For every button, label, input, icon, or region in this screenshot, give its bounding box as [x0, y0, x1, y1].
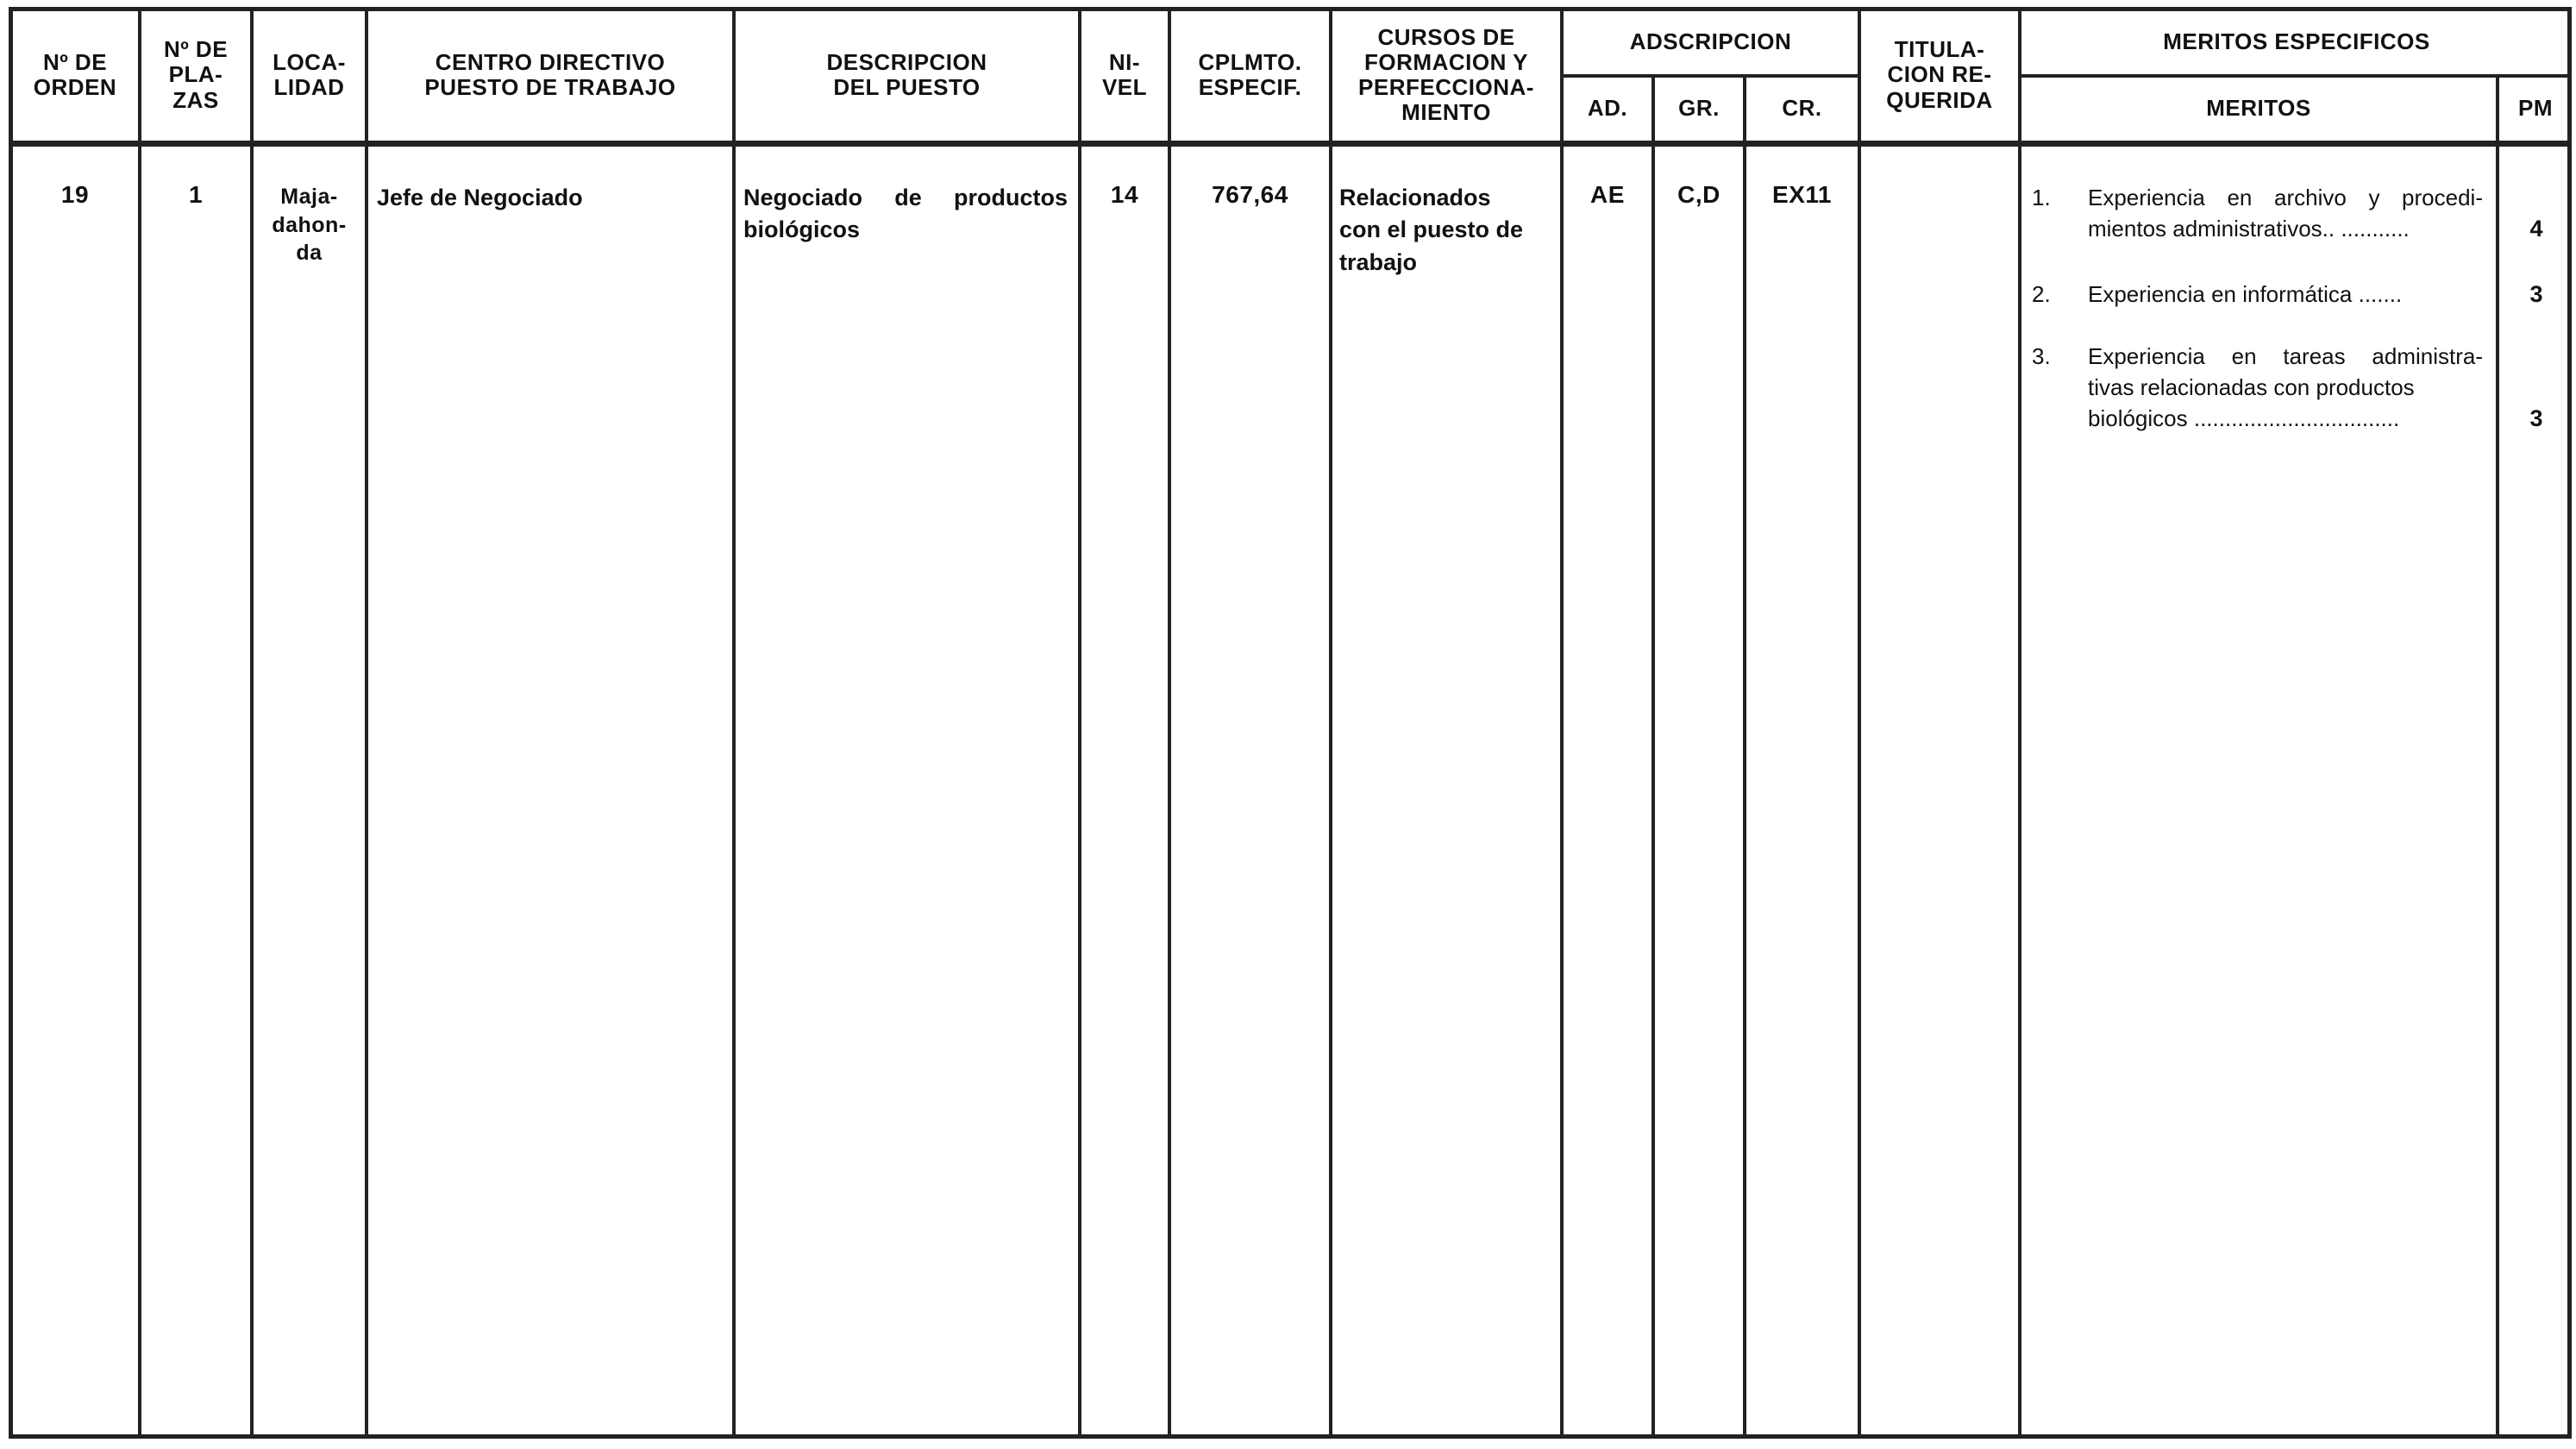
merito-line: biológicos .................................: [2088, 405, 2400, 431]
header-descripcion: DESCRIPCION DEL PUESTO: [826, 48, 987, 100]
cell-ad: AE: [1590, 181, 1625, 208]
cell-gr: C,D: [1677, 181, 1720, 208]
header-meritos: MERITOS: [2206, 95, 2311, 122]
header-titulacion: TITULA- CION RE- QUERIDA: [1886, 36, 1993, 113]
header-orden: Nº DE ORDEN: [33, 48, 117, 100]
column-divider: [365, 7, 368, 1439]
merito-line: Experiencia en tareas administra-: [2088, 343, 2483, 369]
header-ad: AD.: [1587, 95, 1628, 122]
column-divider: [2018, 7, 2021, 1439]
merito-number: 2.: [2032, 281, 2051, 307]
cell-plazas: 1: [188, 181, 204, 208]
merito-line: Experiencia en archivo y procedi-: [2088, 185, 2483, 210]
header-cr: CR.: [1782, 95, 1822, 122]
merito-pm: 3: [2529, 281, 2543, 307]
column-divider: [732, 7, 736, 1439]
cell-orden: 19: [60, 181, 90, 208]
header-meritos-especificos: MERITOS ESPECIFICOS: [2163, 28, 2430, 55]
header-gr: GR.: [1678, 95, 1720, 122]
merito-line: mientos administrativos.. ...........: [2088, 216, 2410, 242]
header-cursos: CURSOS DE FORMACION Y PERFECCIONA- MIENTO: [1358, 23, 1534, 126]
merito-pm: 4: [2529, 216, 2543, 242]
header-localidad: LOCA- LIDAD: [273, 48, 346, 100]
header-centro-directivo: CENTRO DIRECTIVO PUESTO DE TRABAJO: [424, 48, 676, 100]
header-bottom-rule: [9, 141, 2572, 147]
header-pm: PM: [2518, 95, 2553, 122]
column-divider: [1329, 7, 1332, 1439]
column-divider: [1743, 74, 1746, 1439]
merito-number: 1.: [2032, 185, 2051, 210]
header-nivel: NI- VEL: [1101, 48, 1148, 100]
cell-titulacion: [1861, 181, 2018, 233]
merito-number: 3.: [2032, 343, 2051, 369]
header-plazas: Nº DE PLA- ZAS: [163, 36, 229, 113]
header-adscripcion: ADSCRIPCION: [1629, 28, 1792, 55]
cell-localidad: Maja- dahon- da: [272, 185, 347, 265]
cell-descripcion-line2: biológicos: [743, 216, 860, 242]
column-divider: [1652, 74, 1655, 1439]
cell-nivel: 14: [1110, 181, 1139, 208]
cell-cursos: Relacionados con el puesto de trabajo: [1339, 185, 1524, 275]
header-cplmto: CPLMTO. ESPECIF.: [1198, 48, 1302, 100]
merito-line: Experiencia en informática .......: [2088, 281, 2403, 307]
merito-pm: 3: [2529, 405, 2543, 431]
cell-centro-directivo: Jefe de Negociado: [377, 185, 583, 210]
cell-cplmto: 767,64: [1212, 181, 1288, 208]
merito-line: tivas relacionadas con productos: [2088, 374, 2415, 400]
column-divider: [2496, 74, 2499, 1439]
cell-descripcion-line1: Negociado de productos: [743, 185, 1068, 210]
cell-cr: EX11: [1772, 181, 1832, 208]
